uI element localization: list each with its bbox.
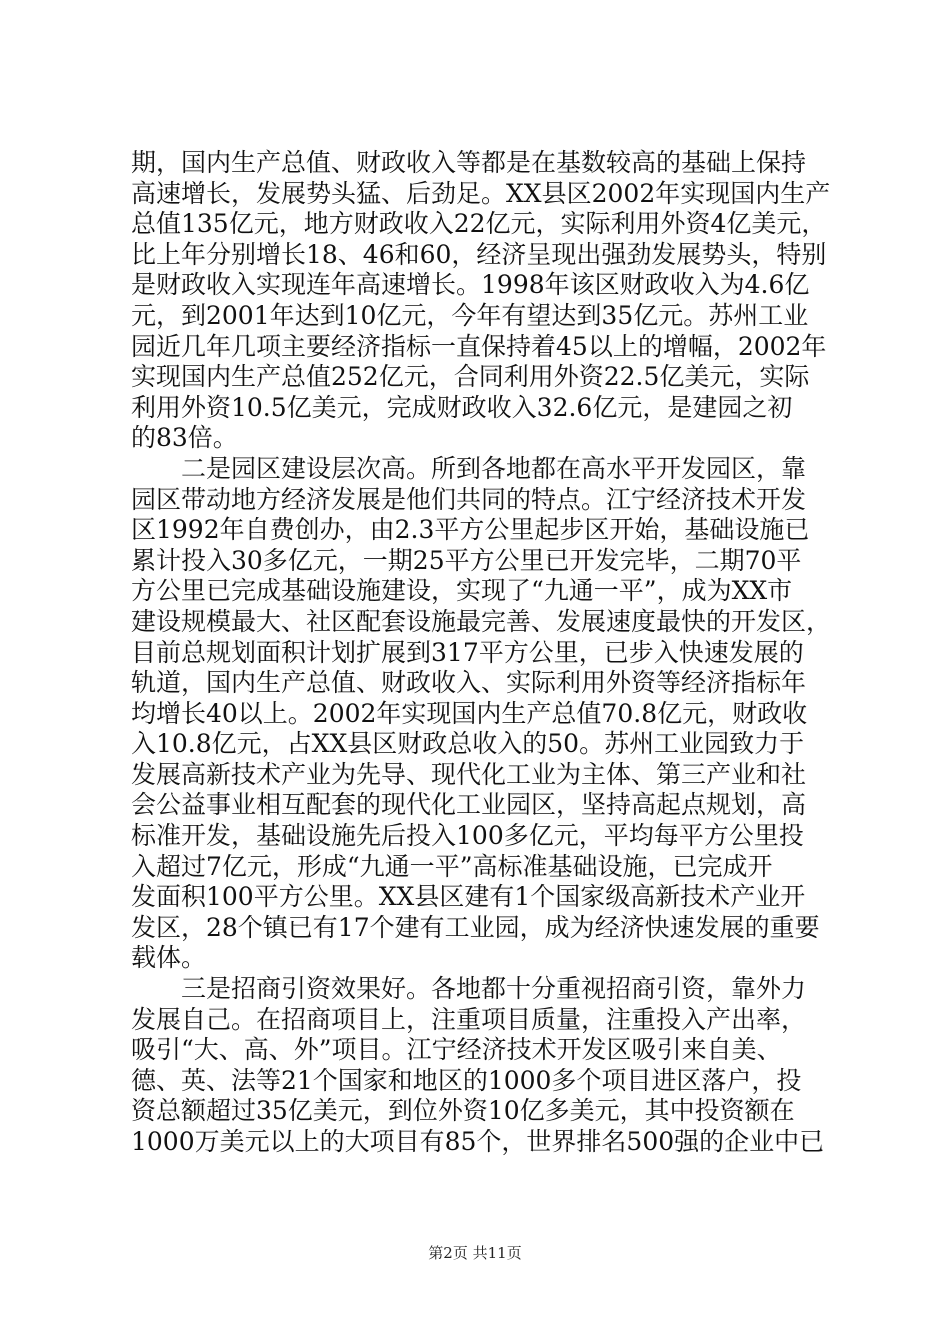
text-line: 期，国内生产总值、财政收入等都是在基数较高的基础上保持: [131, 148, 807, 177]
text-line: 吸引“大、高、外”项目。江宁经济技术开发区吸引来自美、: [131, 1035, 782, 1065]
text-line: 发区，28个镇已有17个建有工业园，成为经济快速发展的重要: [131, 912, 820, 942]
text-line: 载体。: [131, 943, 207, 973]
text-line: 发展自己。在招商项目上，注重项目质量，注重投入产出率，: [131, 1004, 807, 1034]
text-line: 三是招商引资效果好。各地都十分重视招商引资，靠外力: [131, 974, 807, 1004]
text-line: 均增长40以上。2002年实现国内生产总值70.8亿元，财政收: [131, 698, 808, 728]
text-line: 比上年分别增长18、46和60，经济呈现出强劲发展势头，特别: [131, 239, 827, 269]
text-line: 累计投入30多亿元，一期25平方公里已开发完毕，二期70平: [131, 545, 802, 575]
text-line: 标准开发，基础设施先后投入100多亿元，平均每平方公里投: [131, 821, 804, 851]
page-footer: 第2页 共11页: [428, 1244, 522, 1262]
text-line: 入10.8亿元，占XX县区财政总收入的50。苏州工业园致力于: [131, 729, 805, 759]
text-line: 总值135亿元，地方财政收入22亿元，实际利用外资4亿美元，: [131, 209, 827, 239]
text-line: 建设规模最大、社区配套设施最完善、发展速度最快的开发区，: [131, 606, 831, 636]
text-line: 实现国内生产总值252亿元，合同利用外资22.5亿美元，实际: [131, 362, 810, 392]
text-line: 1000万美元以上的大项目有85个，世界排名500强的企业中已: [131, 1127, 825, 1156]
text-line: 发展高新技术产业为先导、现代化工业为主体、第三产业和社: [131, 759, 807, 789]
body-text: [131, 148, 831, 1158]
text-line: 二是园区建设层次高。所到各地都在高水平开发园区，靠: [131, 453, 807, 483]
text-line: 利用外资10.5亿美元，完成财政收入32.6亿元，是建园之初: [131, 392, 793, 422]
text-line: 资总额超过35亿美元，到位外资10亿多美元，其中投资额在: [131, 1096, 795, 1126]
text-line: 元，到2001年达到10亿元，今年有望达到35亿元。苏州工业: [131, 300, 809, 330]
text-line: 方公里已完成基础设施建设，实现了“九通一平”，成为XX市: [131, 576, 793, 606]
text-line: 入超过7亿元，形成“九通一平”高标准基础设施，已完成开: [131, 851, 773, 881]
text-line: 园近几年几项主要经济指标一直保持着45以上的增幅，2002年: [131, 331, 827, 361]
text-line: 是财政收入实现连年高速增长。1998年该区财政收入为4.6亿: [131, 270, 810, 300]
text-line: 园区带动地方经济发展是他们共同的特点。江宁经济技术开发: [131, 484, 807, 514]
text-line: 轨道，国内生产总值、财政收入、实际利用外资等经济指标年: [131, 668, 807, 698]
text-line: 高速增长，发展势头猛、后劲足。XX县区2002年实现国内生产: [131, 178, 831, 208]
text-line: 会公益事业相互配套的现代化工业园区，坚持高起点规划，高: [131, 790, 807, 820]
text-line: 德、英、法等21个国家和地区的1000多个项目进区落户，投: [131, 1065, 802, 1095]
text-line: 的83倍。: [131, 423, 238, 453]
text-line: 区1992年自费创办，由2.3平方公里起步区开始，基础设施已: [131, 515, 810, 545]
text-line: 发面积100平方公里。XX县区建有1个国家级高新技术产业开: [131, 882, 806, 912]
text-line: 目前总规划面积计划扩展到317平方公里，已步入快速发展的: [131, 637, 804, 667]
